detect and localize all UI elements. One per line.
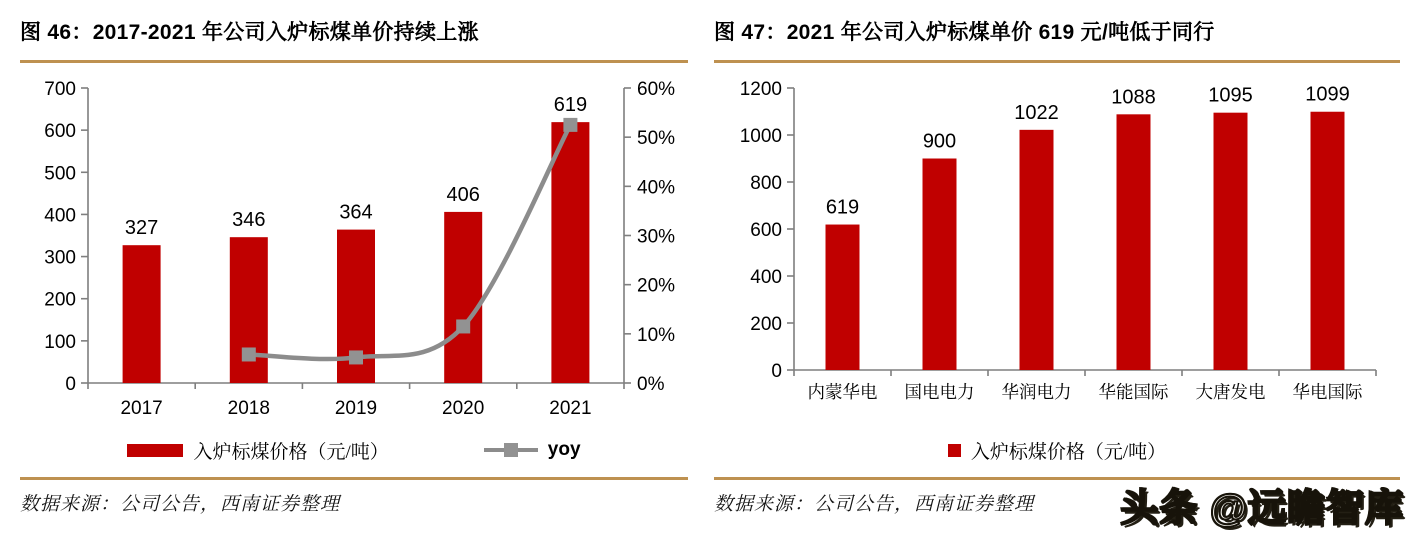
figure47-chart [714, 63, 1400, 423]
bar [123, 245, 161, 383]
right-tick-label: 40% [637, 177, 676, 199]
left-tick-label: 400 [44, 205, 76, 227]
left-tick-label: 1200 [739, 79, 782, 100]
figure46-legend [20, 437, 688, 463]
left-tick-label: 1000 [739, 126, 782, 147]
bar-value-label: 1099 [1305, 83, 1350, 106]
left-tick-label: 600 [44, 121, 76, 143]
right-tick-label: 0% [637, 374, 665, 395]
left-tick-label: 500 [44, 163, 76, 185]
bar [1117, 114, 1151, 370]
yoy-marker [563, 118, 577, 132]
category-label: 华电国际 [1292, 382, 1363, 402]
category-label: 2019 [334, 398, 378, 419]
bar-value-label: 1022 [1014, 101, 1059, 124]
figure47-title: 图 47：2021 年公司入炉标煤单价 619 元/吨低于同行 [714, 21, 1215, 44]
category-label: 大唐发电 [1195, 382, 1266, 402]
line-marker-swatch [484, 442, 538, 458]
yoy-marker [349, 350, 363, 364]
bar [551, 122, 589, 383]
right-tick-label: 30% [637, 226, 676, 248]
category-label: 国电电力 [904, 382, 975, 402]
figure46-bottom-rule [20, 477, 688, 480]
figure47-panel [714, 0, 1400, 516]
bar [1214, 113, 1248, 370]
figure47-legend [714, 437, 1400, 463]
bar [826, 225, 860, 370]
bar-value-label: 619 [825, 196, 860, 219]
bar-value-label: 1088 [1111, 86, 1156, 109]
figure46-panel [20, 0, 688, 516]
bar-value-label: 364 [339, 201, 373, 224]
yoy-marker [456, 319, 470, 333]
figure46-source: 数据来源：公司公告，西南证券整理 [20, 494, 341, 515]
left-tick-label: 0 [65, 374, 76, 395]
right-tick-label: 10% [637, 324, 676, 346]
left-tick-label: 300 [44, 247, 76, 269]
figure46-legend-line-item [484, 439, 581, 461]
category-label: 华润电力 [1001, 382, 1072, 402]
bar [1020, 130, 1054, 370]
yoy-line [249, 125, 571, 359]
bar-swatch [948, 444, 961, 457]
figure46-legend-bar-label: 入炉标煤价格（元/吨） [193, 441, 389, 463]
bar [1311, 112, 1345, 370]
left-tick-label: 700 [44, 79, 76, 100]
bar-value-label: 327 [124, 217, 159, 240]
left-tick-label: 800 [750, 173, 782, 194]
left-tick-label: 100 [44, 331, 76, 353]
category-label: 华能国际 [1098, 382, 1169, 402]
right-tick-label: 20% [637, 275, 676, 297]
bar-swatch [127, 444, 183, 457]
figure46-legend-bar-item [127, 437, 388, 464]
category-label: 2021 [549, 398, 592, 419]
figure46-legend-line-label: yoy [547, 439, 581, 460]
figure47-source: 数据来源：公司公告，西南证券整理 [714, 494, 1035, 515]
left-tick-label: 400 [750, 267, 782, 288]
figure46-title: 图 46：2017-2021 年公司入炉标煤单价持续上涨 [20, 21, 479, 44]
watermark: 头条 @远瞻智库 [1120, 488, 1404, 530]
bar-value-label: 346 [232, 209, 266, 232]
right-tick-label: 50% [637, 128, 676, 150]
left-tick-label: 200 [44, 289, 76, 311]
bar [923, 159, 957, 371]
figure47-legend-bar-item [948, 437, 1166, 464]
right-tick-label: 60% [637, 79, 676, 100]
left-tick-label: 600 [750, 220, 782, 241]
category-label: 内蒙华电 [807, 382, 878, 402]
bar-value-label: 1095 [1208, 84, 1253, 107]
bar-value-label: 900 [922, 130, 957, 153]
category-label: 2018 [227, 398, 270, 419]
yoy-marker [242, 347, 256, 361]
left-tick-label: 0 [771, 361, 782, 382]
figure47-legend-bar-label: 入炉标煤价格（元/吨） [970, 441, 1167, 463]
category-label: 2020 [442, 398, 485, 419]
bar [444, 212, 482, 383]
left-tick-label: 200 [750, 314, 782, 335]
category-label: 2017 [120, 398, 163, 419]
bar-value-label: 619 [553, 94, 588, 117]
figure46-chart [20, 63, 688, 423]
bar-value-label: 406 [446, 183, 480, 206]
